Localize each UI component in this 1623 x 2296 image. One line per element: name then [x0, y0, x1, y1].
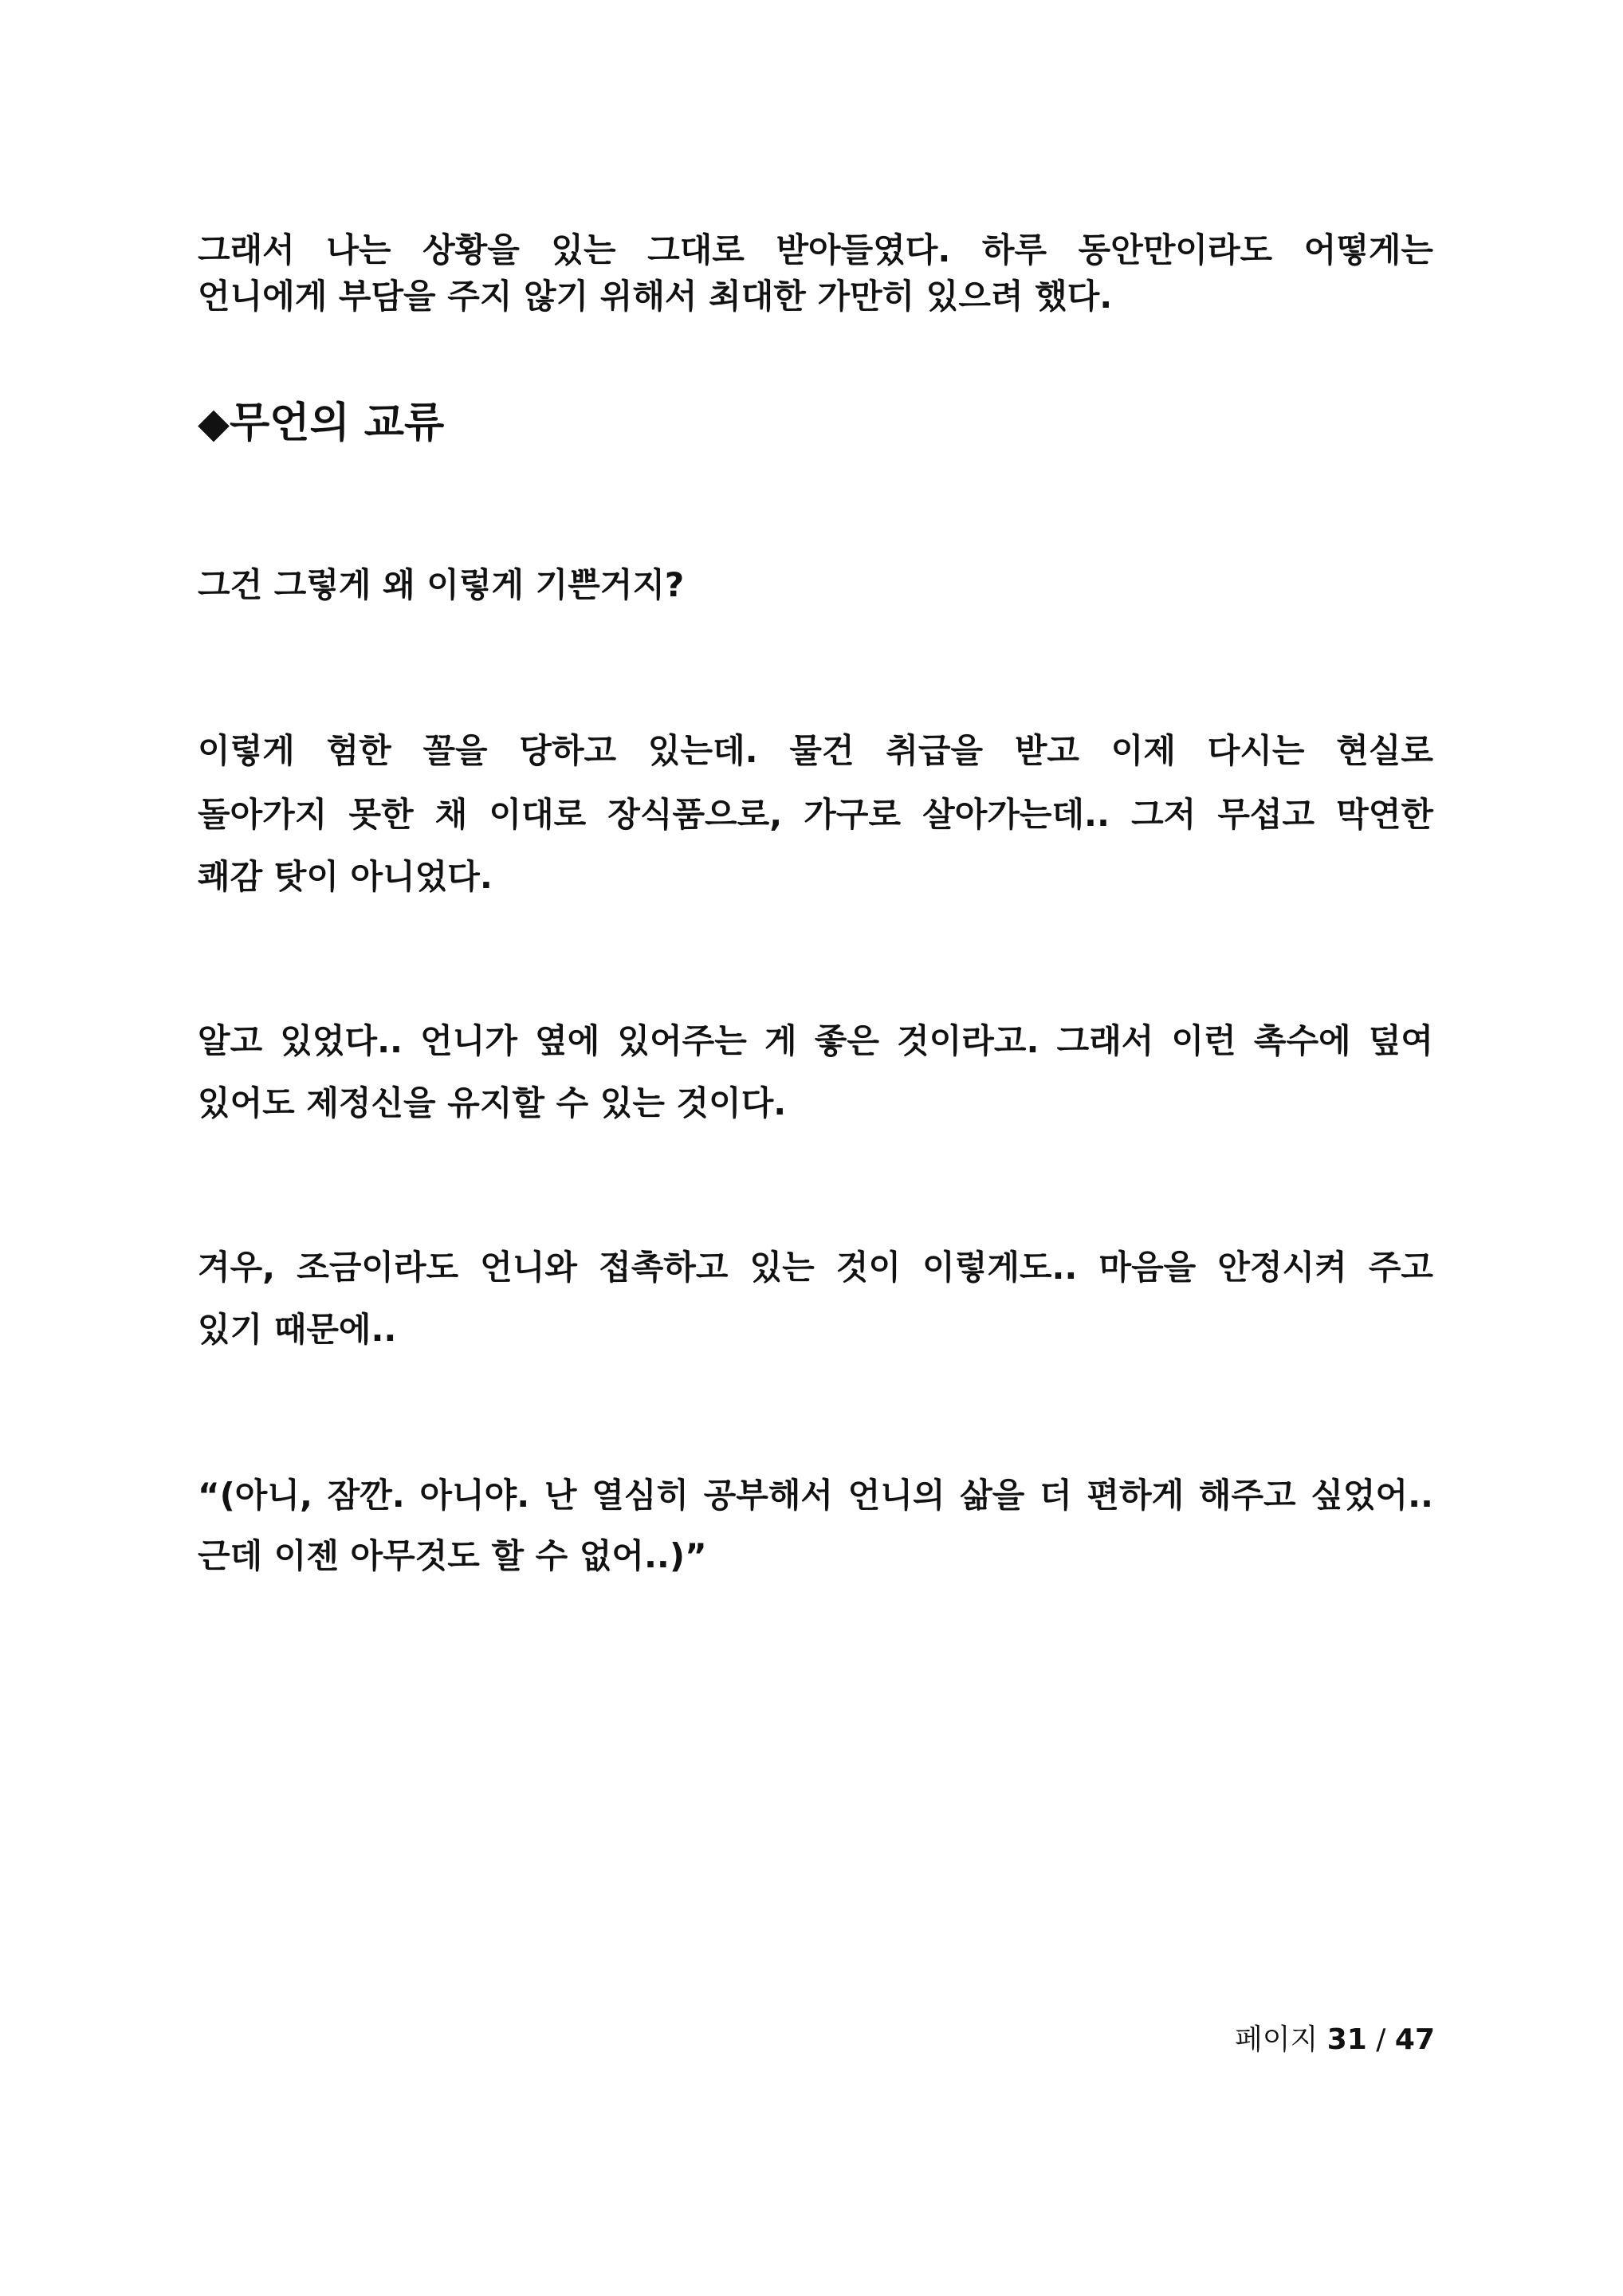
paragraph-1-line-1: 그래서 나는 상황을 있는 그대로 받아들였다. 하루 동안만이라도 어떻게는 — [198, 230, 1433, 269]
paragraph-3-line-1: 이렇게 험한 꼴을 당하고 있는데. 물건 취급을 받고 이제 다시는 현실로 — [198, 731, 1433, 770]
paragraph-6-line-2: 근데 이젠 아무것도 할 수 없어..)” — [198, 1536, 707, 1575]
page-number — [1235, 2020, 1435, 2060]
paragraph-3-line-2: 돌아가지 못한 채 이대로 장식품으로, 가구로 살아가는데.. 그저 무섭고 막연한 — [198, 795, 1433, 834]
paragraph-6-line-1: “(아니, 잠깐. 아니야. 난 열심히 공부해서 언니의 삶을 더 편하게 해주고 싶었어.. — [198, 1476, 1433, 1515]
section-heading: ◆무언의 교류 — [198, 399, 445, 447]
page-label: 페이지 — [1234, 2023, 1318, 2056]
paragraph-4-line-2: 있어도 제정신을 유지할 수 있는 것이다. — [198, 1083, 787, 1122]
total-pages-number: 47 — [1394, 2023, 1435, 2056]
paragraph-2-line-1: 그건 그렇게 왜 이렇게 기쁜거지? — [198, 565, 685, 604]
page-separator: / — [1376, 2023, 1386, 2056]
paragraph-5-line-2: 있기 때문에.. — [198, 1310, 397, 1349]
paragraph-4-line-1: 알고 있었다.. 언니가 옆에 있어주는 게 좋은 것이라고. 그래서 이런 촉수에 덮여 — [198, 1021, 1433, 1060]
paragraph-1-line-2: 언니에게 부담을 주지 않기 위해서 최대한 가만히 있으려 했다. — [198, 277, 1113, 316]
paragraph-5-line-1: 겨우, 조금이라도 언니와 접촉하고 있는 것이 이렇게도.. 마음을 안정시켜 주고 — [198, 1248, 1433, 1287]
paragraph-3-line-3: 쾌감 탓이 아니었다. — [198, 857, 493, 896]
current-page-number: 31 — [1326, 2023, 1367, 2056]
